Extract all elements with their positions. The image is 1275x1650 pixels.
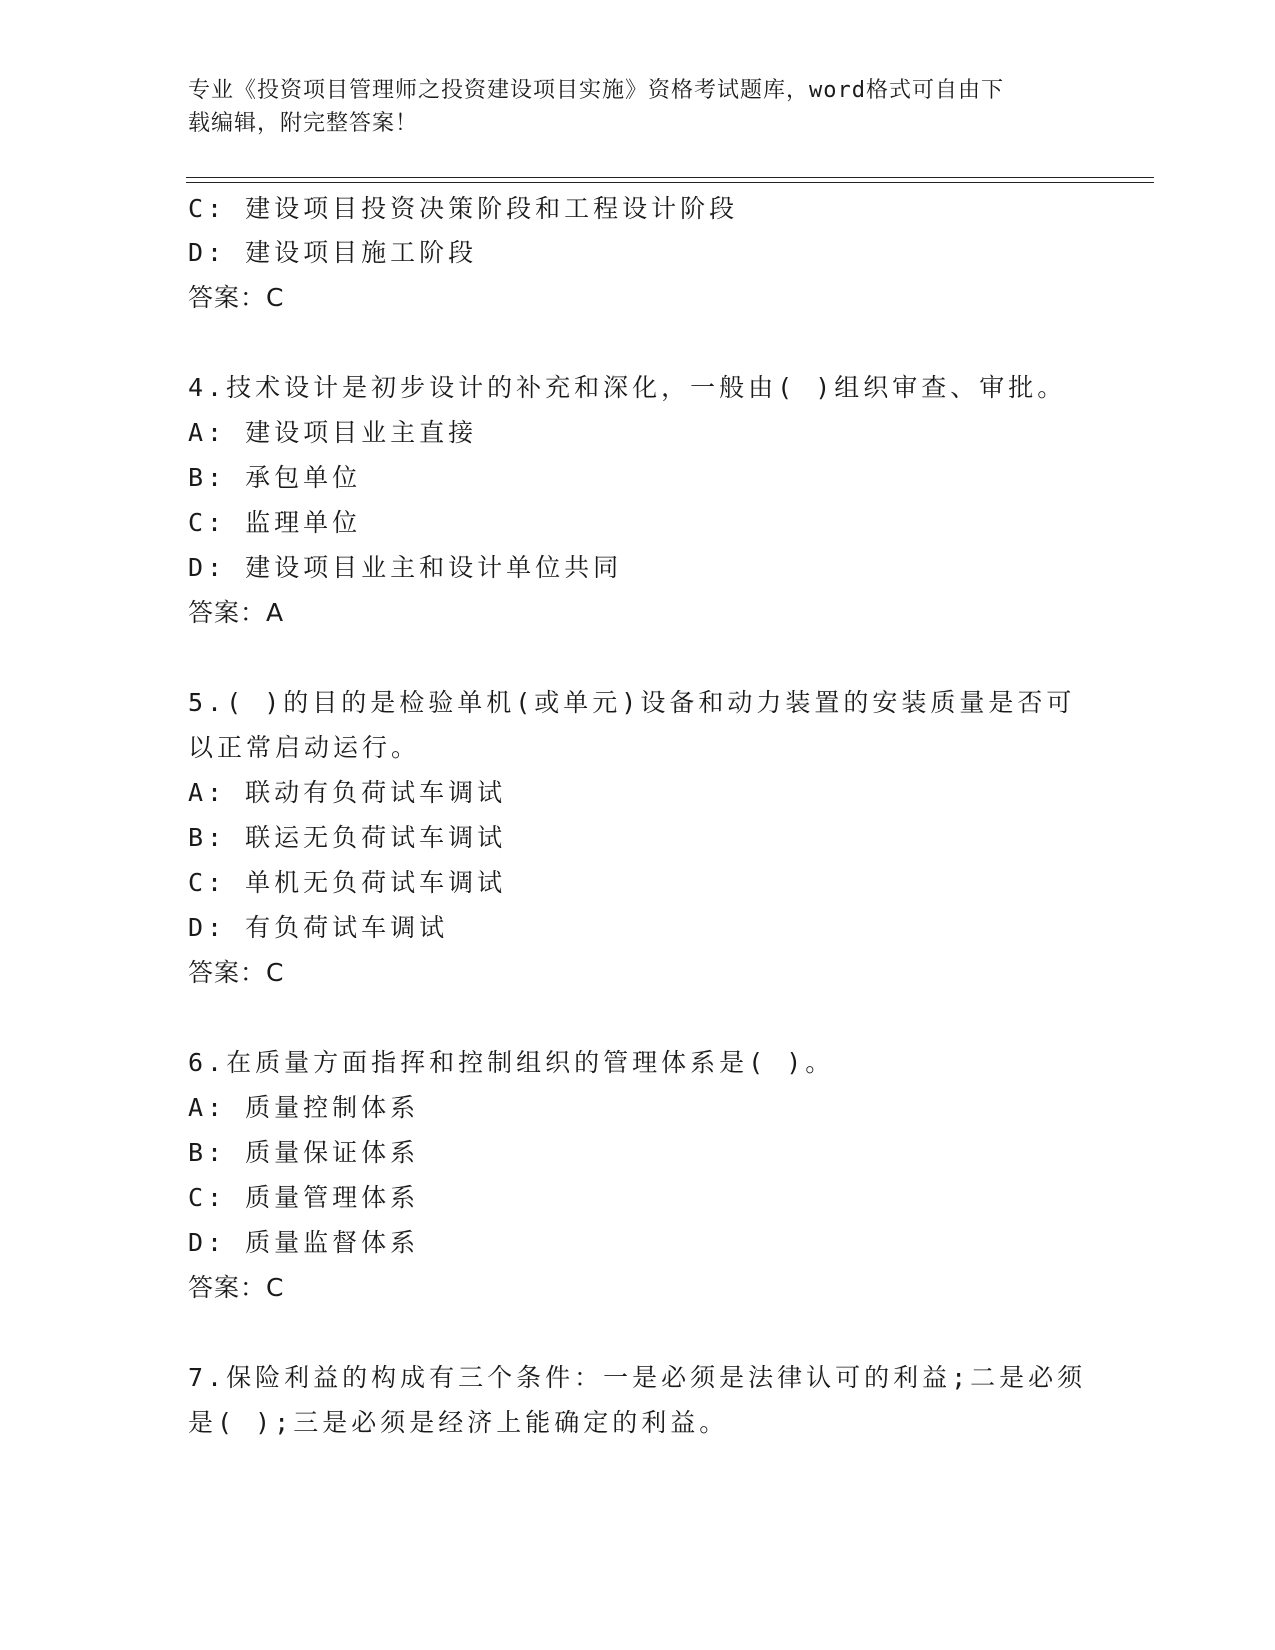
q7-stem-line-1: 7.保险利益的构成有三个条件：一是必须是法律认可的利益;二是必须 <box>188 1363 1087 1392</box>
q4-option-a: A: 建设项目业主直接 <box>188 418 478 447</box>
q5-answer: 答案：C <box>188 958 285 987</box>
q5-stem-line-1: 5.( )的目的是检验单机(或单元)设备和动力装置的安装质量是否可 <box>188 688 1076 717</box>
q6-option-a: A: 质量控制体系 <box>188 1093 420 1122</box>
q3-option-d: D: 建设项目施工阶段 <box>188 238 478 267</box>
document-header <box>188 74 1068 140</box>
q7-stem-line-2: 是( );三是必须是经济上能确定的利益。 <box>188 1408 729 1437</box>
q5-option-a: A: 联动有负荷试车调试 <box>188 778 507 807</box>
header-line-2: 载编辑，附完整答案！ <box>188 111 419 136</box>
q4-option-d: D: 建设项目业主和设计单位共同 <box>188 553 623 582</box>
q6-option-c: C: 质量管理体系 <box>188 1183 420 1212</box>
header-line-1: 专业《投资项目管理师之投资建设项目实施》资格考试题库，word格式可自由下 <box>188 78 1004 103</box>
q6-option-b: B: 质量保证体系 <box>188 1138 420 1167</box>
header-divider-bottom <box>186 182 1154 183</box>
q4-answer: 答案：A <box>188 598 285 627</box>
q5-option-d: D: 有负荷试车调试 <box>188 913 449 942</box>
q5-stem-line-2: 以正常启动运行。 <box>188 733 421 762</box>
q6-answer: 答案：C <box>188 1273 285 1302</box>
q4-option-b: B: 承包单位 <box>188 463 362 492</box>
header-divider-top <box>186 177 1154 178</box>
q5-option-b: B: 联运无负荷试车调试 <box>188 823 507 852</box>
q4-stem: 4.技术设计是初步设计的补充和深化，一般由( )组织审查、审批。 <box>188 373 1067 402</box>
q6-option-d: D: 质量监督体系 <box>188 1228 420 1257</box>
q6-stem: 6.在质量方面指挥和控制组织的管理体系是( )。 <box>188 1048 835 1077</box>
q3-answer: 答案：C <box>188 283 285 312</box>
q5-option-c: C: 单机无负荷试车调试 <box>188 868 507 897</box>
q3-option-c: C: 建设项目投资决策阶段和工程设计阶段 <box>188 194 739 223</box>
q4-option-c: C: 监理单位 <box>188 508 362 537</box>
